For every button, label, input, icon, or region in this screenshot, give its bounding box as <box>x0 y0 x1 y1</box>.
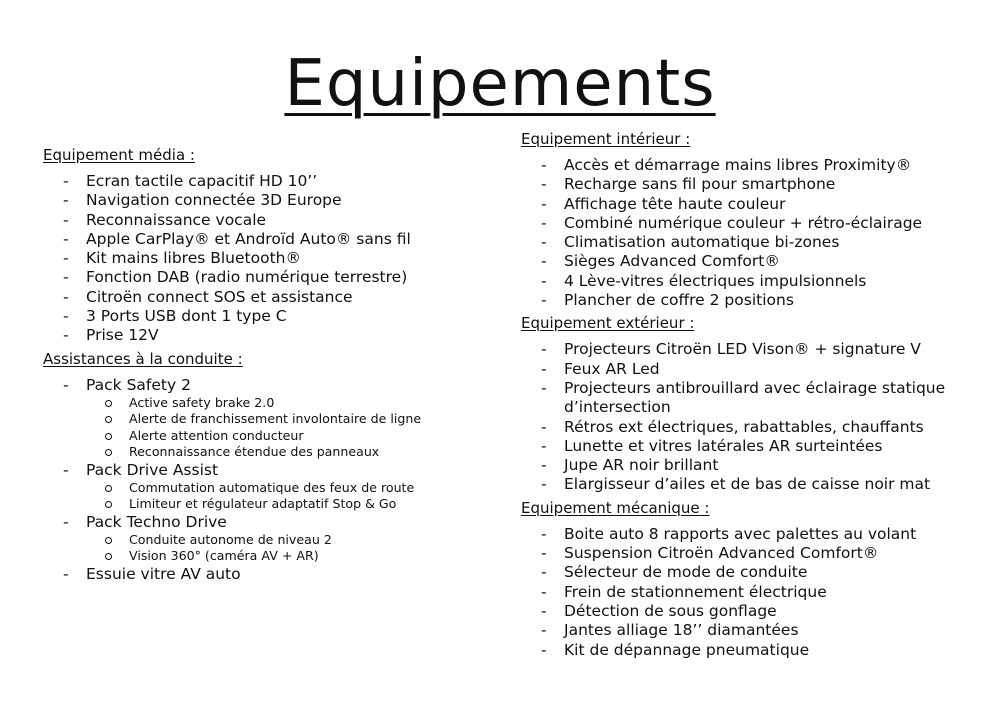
list-item: - Recharge sans fil pour smartphone <box>541 175 836 194</box>
list-item: - Prise 12V <box>63 326 159 345</box>
list-item: - Frein de stationnement électrique <box>541 582 827 601</box>
list-item: - Climatisation automatique bi-zones <box>541 233 840 252</box>
list-item: - Lunette et vitres latérales AR surteintées <box>541 436 883 455</box>
sub-list <box>86 480 483 513</box>
list-item: - Affichage tête haute couleur <box>541 194 786 213</box>
sub-list-item: Alerte attention conducteur <box>86 428 483 444</box>
assist-list <box>43 376 483 584</box>
page-title: Equipements <box>284 47 716 121</box>
right-column <box>521 130 991 664</box>
list-item: - Boite auto 8 rapports avec palettes au volant <box>541 524 917 543</box>
sub-list-item: Reconnaissance étendue des panneaux <box>86 444 483 460</box>
list-item: - Citroën connect SOS et assistance <box>63 287 353 306</box>
interieur-list <box>521 156 991 310</box>
sub-list-item: Alerte de franchissement involontaire de ligne <box>86 411 483 427</box>
sub-list-item: Commutation automatique des feux de route <box>86 480 483 496</box>
list-item: - Projecteurs antibrouillard avec éclairage statique d’intersection <box>541 378 946 417</box>
list-item: - Suspension Citroën Advanced Comfort® <box>541 544 879 563</box>
list-item: - Sélecteur de mode de conduite <box>541 563 808 582</box>
list-item: - Pack Drive Assist Commutation automatique des feux de route Limiteur et régulateur adaptatif Stop & Go <box>43 461 483 513</box>
media-list <box>43 172 483 346</box>
list-item: - 4 Lève-vitres électriques impulsionnels <box>541 271 867 290</box>
sub-list-item: Conduite autonome de niveau 2 <box>86 532 483 548</box>
list-item: - Essuie vitre AV auto <box>63 564 241 583</box>
list-item: - Accès et démarrage mains libres Proximity® <box>541 156 912 174</box>
list-item: - Apple CarPlay® et Androïd Auto® sans fil <box>63 229 411 248</box>
list-item: - 3 Ports USB dont 1 type C <box>63 307 287 326</box>
list-item: - Ecran tactile capacitif HD 10’’ <box>63 172 318 190</box>
list-item: - Fonction DAB (radio numérique terrestre) <box>63 268 408 287</box>
list-item: - Jantes alliage 18’’ diamantées <box>541 621 799 640</box>
list-item: - Jupe AR noir brillant <box>541 456 719 475</box>
list-item: - Pack Techno Drive Conduite autonome de niveau 2 Vision 360° (caméra AV + AR) <box>43 513 483 565</box>
list-item: - Kit mains libres Bluetooth® <box>63 249 301 268</box>
left-column <box>43 146 483 588</box>
list-item: - Projecteurs Citroën LED Vison® + signature V <box>541 340 921 359</box>
section-title-exterieur: Equipement extérieur : <box>521 314 695 333</box>
list-item: - Détection de sous gonflage <box>541 601 777 620</box>
sub-list <box>86 395 483 461</box>
sub-list <box>86 532 483 565</box>
list-item: - Sièges Advanced Comfort® <box>541 252 780 271</box>
list-item: - Combiné numérique couleur + rétro-éclairage <box>541 213 923 232</box>
sub-list-item: Vision 360° (caméra AV + AR) <box>86 548 483 564</box>
sub-list-item: Active safety brake 2.0 <box>86 395 483 411</box>
mecanique-list <box>521 525 991 660</box>
section-title-interieur: Equipement intérieur : <box>521 130 691 148</box>
section-title-assist: Assistances à la conduite : <box>43 349 243 368</box>
list-item: - Plancher de coffre 2 positions <box>541 291 794 310</box>
list-item: - Navigation connectée 3D Europe <box>63 191 342 210</box>
list-item: - Pack Safety 2 Active safety brake 2.0 Alerte de franchissement involontaire de ligne Alerte attention conducteur Reconnaissance étendue des panneaux <box>43 376 483 461</box>
section-title-media: Equipement média : <box>43 146 195 164</box>
section-title-mecanique: Equipement mécanique : <box>521 498 710 517</box>
list-item: - Kit de dépannage pneumatique <box>541 640 810 659</box>
list-item: - Rétros ext électriques, rabattables, chauffants <box>541 417 924 436</box>
sub-list-item: Limiteur et régulateur adaptatif Stop & Go <box>86 496 483 512</box>
list-item: - Elargisseur d’ailes et de bas de caisse noir mat <box>541 475 931 494</box>
list-item: - Reconnaissance vocale <box>63 210 267 229</box>
list-item: - Feux AR Led <box>541 359 660 378</box>
exterieur-list <box>521 340 991 494</box>
